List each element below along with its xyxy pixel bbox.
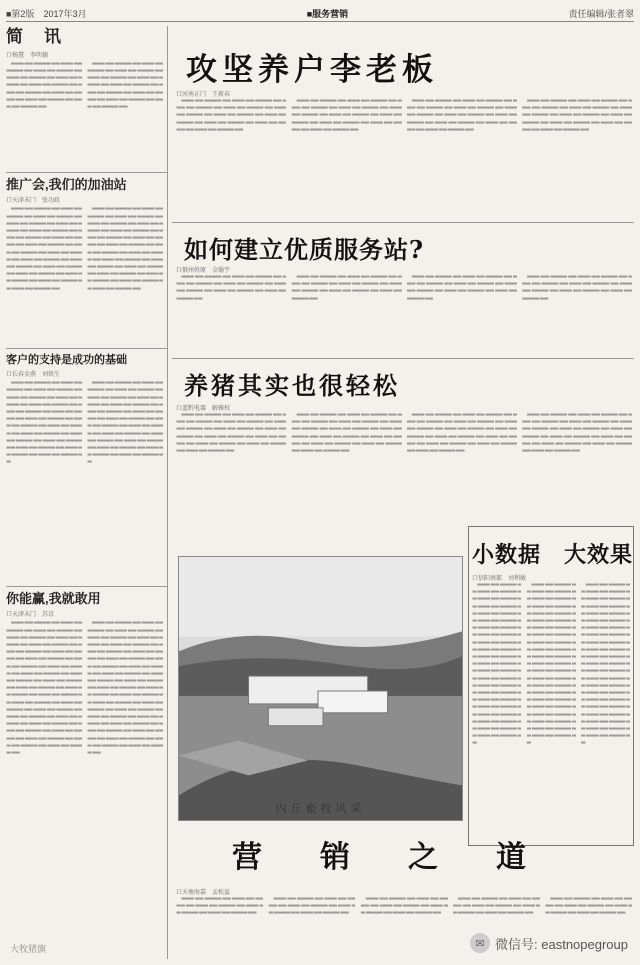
masthead-right: 责任编辑/张者翠 (568, 9, 634, 19)
divider (6, 172, 167, 173)
wechat-icon: ✉ (470, 933, 490, 953)
push-text: ▬▬▬ ▬▬ ▬▬▬▬ ▬▬ ▬▬▬ ▬▬ ▬▬▬▬ ▬▬ ▬▬▬ ▬▬ ▬▬▬▬ ▬▬ ▬▬▬ ▬▬ ▬▬▬▬ ▬▬ ▬▬▬ ▬▬ ▬▬▬▬ ▬▬ ▬▬▬ ▬▬ ▬▬▬▬ ▬▬ ▬▬▬ ▬▬ ▬▬▬▬ ▬▬ ▬▬▬ ▬▬ ▬▬▬▬ ▬▬ ▬▬▬ ▬▬ ▬▬▬▬ ▬▬ ▬▬▬ ▬▬ ▬▬▬▬ ▬▬ ▬▬▬ ▬▬ ▬▬▬▬ ▬▬ ▬▬▬ ▬▬ ▬▬▬▬ ▬▬ ▬▬▬ ▬▬ ▬▬▬▬ ▬▬ ▬▬▬ ▬▬ ▬▬▬▬ ▬▬ ▬▬▬ ▬▬ ▬▬▬▬ ▬▬ ▬▬▬ ▬▬ ▬▬▬▬ ▬▬ ▬▬▬ ▬▬ ▬▬▬▬ ▬▬ ▬▬▬ ▬▬ ▬▬▬▬ ▬▬ ▬▬▬ ▬▬ ▬▬▬▬ ▬▬ ▬▬▬ ▬▬ ▬▬▬▬ ▬▬ ▬▬▬ ▬▬ ▬▬▬▬ ▬▬ ▬▬▬ ▬▬ ▬▬▬▬ ▬▬ ▬▬▬ ▬▬ ▬▬▬▬ ▬▬ ▬▬▬ ▬▬ ▬▬▬▬ ▬▬ ▬▬▬ ▬▬ ▬▬▬▬ ▬▬ ▬▬▬ ▬▬ ▬▬▬▬ ▬▬ ▬▬▬ ▬▬ ▬▬▬▬ ▬▬ ▬▬▬ ▬▬ ▬▬▬▬ ▬▬ ▬▬▬ ▬▬ ▬▬▬▬ ▬▬ ▬▬▬ ▬▬ ▬▬▬▬ ▬▬ ▬▬▬ ▬▬ ▬▬▬▬ ▬▬ ▬▬▬ ▬▬ ▬▬▬▬ ▬▬ ▬▬▬ ▬▬ ▬▬▬▬ ▬▬ ▬▬▬ ▬▬ ▬▬▬▬ ▬▬ ▬▬▬ ▬▬ ▬▬▬▬ ▬▬ ▬▬▬ ▬▬ ▬▬▬▬ ▬▬ (6, 206, 163, 292)
watermark-right-text: 微信号: eastnopegroup (495, 936, 628, 952)
brief-text: ▬▬▬ ▬▬ ▬▬▬▬ ▬▬ ▬▬▬ ▬▬ ▬▬▬▬ ▬▬ ▬▬▬ ▬▬ ▬▬▬▬ ▬▬ ▬▬▬ ▬▬ ▬▬▬▬ ▬▬ ▬▬▬ ▬▬ ▬▬▬▬ ▬▬ ▬▬▬ ▬▬ ▬▬▬▬ ▬▬ ▬▬▬ ▬▬ ▬▬▬▬ ▬▬ ▬▬▬ ▬▬ ▬▬▬▬ ▬▬ ▬▬▬ ▬▬ ▬▬▬▬ ▬▬ ▬▬▬ ▬▬ ▬▬▬▬ ▬▬ ▬▬▬ ▬▬ ▬▬▬▬ ▬▬ ▬▬▬ ▬▬ ▬▬▬▬ ▬▬ ▬▬▬ ▬▬ ▬▬▬▬ ▬▬ ▬▬▬ ▬▬ ▬▬▬▬ ▬▬ ▬▬▬ ▬▬ ▬▬▬▬ ▬▬ ▬▬▬ ▬▬ ▬▬▬▬ ▬▬ ▬▬▬ ▬▬ ▬▬▬▬ ▬▬ ▬▬▬ ▬▬ ▬▬▬▬ ▬▬ ▬▬▬ ▬▬ ▬▬▬▬ ▬▬ ▬▬▬ ▬▬ ▬▬▬▬ ▬▬ (6, 60, 163, 110)
service-title: 如何建立优质服务站? (184, 235, 425, 264)
easy-text: ▬▬▬ ▬▬ ▬▬▬▬ ▬▬ ▬▬▬ ▬▬ ▬▬▬▬ ▬▬ ▬▬▬ ▬▬ ▬▬▬▬ ▬▬ ▬▬▬ ▬▬ ▬▬▬▬ ▬▬ ▬▬▬ ▬▬ ▬▬▬▬ ▬▬ ▬▬▬ ▬▬ ▬▬▬▬ ▬▬ ▬▬▬ ▬▬ ▬▬▬▬ ▬▬ ▬▬▬ ▬▬ ▬▬▬▬ ▬▬ ▬▬▬ ▬▬ ▬▬▬▬ ▬▬ ▬▬▬ ▬▬ ▬▬▬▬ ▬▬ ▬▬▬ ▬▬ ▬▬▬▬ ▬▬ ▬▬▬ ▬▬ ▬▬▬▬ ▬▬ ▬▬▬ ▬▬ ▬▬▬▬ ▬▬ ▬▬▬ ▬▬ ▬▬▬▬ ▬▬ ▬▬▬ ▬▬ ▬▬▬▬ ▬▬ ▬▬▬ ▬▬ ▬▬▬▬ ▬▬ ▬▬▬ ▬▬ ▬▬▬▬ ▬▬ ▬▬▬ ▬▬ ▬▬▬▬ ▬▬ ▬▬▬ ▬▬ ▬▬▬▬ ▬▬ ▬▬▬ ▬▬ ▬▬▬▬ ▬▬ ▬▬▬ ▬▬ ▬▬▬▬ ▬▬ ▬▬▬ ▬▬ ▬▬▬▬ ▬▬ ▬▬▬ ▬▬ ▬▬▬▬ ▬▬ ▬▬▬ ▬▬ ▬▬▬▬ ▬▬ ▬▬▬ ▬▬ ▬▬▬▬ ▬▬ ▬▬▬ ▬▬ ▬▬▬▬ ▬▬ ▬▬▬ ▬▬ ▬▬▬▬ ▬▬ ▬▬▬ ▬▬ ▬▬▬▬ ▬▬ ▬▬▬ ▬▬ ▬▬▬▬ ▬▬ ▬▬▬ ▬▬ ▬▬▬▬ ▬▬ ▬▬▬ ▬▬ ▬▬▬▬ ▬▬ ▬▬▬ ▬▬ ▬▬▬▬ ▬▬ ▬▬▬ ▬▬ ▬▬▬▬ ▬▬ ▬▬▬ ▬▬ ▬▬▬▬ ▬▬ ▬▬▬ ▬▬ ▬▬▬▬ ▬▬ ▬▬▬ ▬▬ ▬▬▬▬ ▬▬ ▬▬▬ ▬▬ ▬▬▬▬ ▬▬ ▬▬▬ ▬▬ ▬▬▬▬ ▬▬ ▬▬▬ ▬▬ ▬▬▬▬ ▬▬ ▬▬▬ ▬▬ ▬▬▬▬ ▬▬ ▬▬▬ ▬▬ ▬▬▬▬ ▬▬ ▬▬▬ ▬▬ ▬▬▬▬ ▬▬ ▬▬▬ ▬▬ ▬▬▬▬ ▬▬ ▬▬▬ ▬▬ ▬▬▬▬ ▬▬ ▬▬▬ ▬▬ ▬▬▬▬ ▬▬ ▬▬▬ ▬▬ ▬▬▬▬ ▬▬ ▬▬▬ ▬▬ ▬▬▬▬ ▬▬ ▬▬▬ ▬▬ ▬▬▬▬ ▬▬ (176, 412, 632, 455)
main-area (172, 26, 634, 959)
customer-author: 口长春金燕 刘铁生 (6, 372, 61, 379)
marketing-title: 营 销 之 道 (232, 840, 540, 875)
customer-section (6, 354, 163, 579)
customer-text: ▬▬▬ ▬▬ ▬▬▬▬ ▬▬ ▬▬▬ ▬▬ ▬▬▬▬ ▬▬ ▬▬▬ ▬▬ ▬▬▬▬ ▬▬ ▬▬▬ ▬▬ ▬▬▬▬ ▬▬ ▬▬▬ ▬▬ ▬▬▬▬ ▬▬ ▬▬▬ ▬▬ ▬▬▬▬ ▬▬ ▬▬▬ ▬▬ ▬▬▬▬ ▬▬ ▬▬▬ ▬▬ ▬▬▬▬ ▬▬ ▬▬▬ ▬▬ ▬▬▬▬ ▬▬ ▬▬▬ ▬▬ ▬▬▬▬ ▬▬ ▬▬▬ ▬▬ ▬▬▬▬ ▬▬ ▬▬▬ ▬▬ ▬▬▬▬ ▬▬ ▬▬▬ ▬▬ ▬▬▬▬ ▬▬ ▬▬▬ ▬▬ ▬▬▬▬ ▬▬ ▬▬▬ ▬▬ ▬▬▬▬ ▬▬ ▬▬▬ ▬▬ ▬▬▬▬ ▬▬ ▬▬▬ ▬▬ ▬▬▬▬ ▬▬ ▬▬▬ ▬▬ ▬▬▬▬ ▬▬ ▬▬▬ ▬▬ ▬▬▬▬ ▬▬ ▬▬▬ ▬▬ ▬▬▬▬ ▬▬ ▬▬▬ ▬▬ ▬▬▬▬ ▬▬ ▬▬▬ ▬▬ ▬▬▬▬ ▬▬ ▬▬▬ ▬▬ ▬▬▬▬ ▬▬ ▬▬▬ ▬▬ ▬▬▬▬ ▬▬ ▬▬▬ ▬▬ ▬▬▬▬ ▬▬ ▬▬▬ ▬▬ ▬▬▬▬ ▬▬ ▬▬▬ ▬▬ ▬▬▬▬ ▬▬ ▬▬▬ ▬▬ ▬▬▬▬ ▬▬ ▬▬▬ ▬▬ ▬▬▬▬ ▬▬ ▬▬▬ ▬▬ ▬▬▬▬ ▬▬ ▬▬▬ ▬▬ ▬▬▬▬ ▬▬ ▬▬▬ ▬▬ ▬▬▬▬ ▬▬ ▬▬▬ ▬▬ ▬▬▬▬ ▬▬ ▬▬▬ ▬▬ ▬▬▬▬ ▬▬ (6, 380, 163, 466)
photo-credit: (内丘畜牧 赞邱群) (406, 809, 454, 815)
easy-title: 养猪其实也很轻松 (184, 371, 400, 400)
service-text: ▬▬▬ ▬▬ ▬▬▬▬ ▬▬ ▬▬▬ ▬▬ ▬▬▬▬ ▬▬ ▬▬▬ ▬▬ ▬▬▬▬ ▬▬ ▬▬▬ ▬▬ ▬▬▬▬ ▬▬ ▬▬▬ ▬▬ ▬▬▬▬ ▬▬ ▬▬▬ ▬▬ ▬▬▬▬ ▬▬ ▬▬▬ ▬▬ ▬▬▬▬ ▬▬ ▬▬▬ ▬▬ ▬▬▬▬ ▬▬ ▬▬▬ ▬▬ ▬▬▬▬ ▬▬ ▬▬▬ ▬▬ ▬▬▬▬ ▬▬ ▬▬▬ ▬▬ ▬▬▬▬ ▬▬ ▬▬▬ ▬▬ ▬▬▬▬ ▬▬ ▬▬▬ ▬▬ ▬▬▬▬ ▬▬ ▬▬▬ ▬▬ ▬▬▬▬ ▬▬ ▬▬▬ ▬▬ ▬▬▬▬ ▬▬ ▬▬▬ ▬▬ ▬▬▬▬ ▬▬ ▬▬▬ ▬▬ ▬▬▬▬ ▬▬ ▬▬▬ ▬▬ ▬▬▬▬ ▬▬ ▬▬▬ ▬▬ ▬▬▬▬ ▬▬ ▬▬▬ ▬▬ ▬▬▬▬ ▬▬ ▬▬▬ ▬▬ ▬▬▬▬ ▬▬ ▬▬▬ ▬▬ ▬▬▬▬ ▬▬ ▬▬▬ ▬▬ ▬▬▬▬ ▬▬ ▬▬▬ ▬▬ ▬▬▬▬ ▬▬ ▬▬▬ ▬▬ ▬▬▬▬ ▬▬ ▬▬▬ ▬▬ ▬▬▬▬ ▬▬ ▬▬▬ ▬▬ ▬▬▬▬ ▬▬ ▬▬▬ ▬▬ ▬▬▬▬ ▬▬ (176, 274, 632, 302)
lead-author: 口河南正门 王新春 (176, 92, 231, 98)
winwin-author: 口天津未门 苏京 (6, 612, 55, 619)
masthead-center: ■服务营销 (306, 9, 349, 19)
push-author: 口天津未门 张功政 (6, 198, 61, 205)
divider (6, 348, 167, 349)
divider (6, 586, 167, 587)
brief-title: 简 讯 (6, 27, 63, 46)
marketing-text: ▬▬▬ ▬▬ ▬▬▬▬ ▬▬ ▬▬▬ ▬▬ ▬▬▬▬ ▬▬ ▬▬▬ ▬▬ ▬▬▬▬ ▬▬ ▬▬▬ ▬▬ ▬▬▬▬ ▬▬ ▬▬▬ ▬▬ ▬▬▬▬ ▬▬ ▬▬▬ ▬▬ ▬▬▬▬ ▬▬ ▬▬▬ ▬▬ ▬▬▬▬ ▬▬ ▬▬▬ ▬▬ ▬▬▬▬ ▬▬ ▬▬▬ ▬▬ ▬▬▬▬ ▬▬ ▬▬▬ ▬▬ ▬▬▬▬ ▬▬ ▬▬▬ ▬▬ ▬▬▬▬ ▬▬ ▬▬▬ ▬▬ ▬▬▬▬ ▬▬ ▬▬▬ ▬▬ ▬▬▬▬ ▬▬ ▬▬▬ ▬▬ ▬▬▬▬ ▬▬ ▬▬▬ ▬▬ ▬▬▬▬ ▬▬ ▬▬▬ ▬▬ ▬▬▬▬ ▬▬ ▬▬▬ ▬▬ ▬▬▬▬ ▬▬ ▬▬▬ ▬▬ ▬▬▬▬ ▬▬ ▬▬▬ ▬▬ ▬▬▬▬ ▬▬ ▬▬▬ ▬▬ ▬▬▬▬ ▬▬ ▬▬▬ ▬▬ ▬▬▬▬ ▬▬ ▬▬▬ ▬▬ ▬▬▬▬ ▬▬ ▬▬▬ ▬▬ ▬▬▬▬ ▬▬ ▬▬▬ ▬▬ ▬▬▬▬ ▬▬ ▬▬▬ ▬▬ ▬▬▬▬ ▬▬ (176, 896, 632, 917)
lead-title: 攻坚养户李老板 (186, 52, 438, 88)
customer-title: 客户的支持是成功的基础 (6, 354, 127, 366)
masthead-left: ■第2版 2017年3月 (6, 9, 87, 19)
brief-section (6, 28, 163, 168)
data-title: 小数据 大效果 (472, 542, 634, 568)
data-text: ▬▬▬ ▬▬ ▬▬▬▬ ▬▬ ▬▬▬ ▬▬ ▬▬▬▬ ▬▬ ▬▬▬ ▬▬ ▬▬▬▬ ▬▬ ▬▬▬ ▬▬ ▬▬▬▬ ▬▬ ▬▬▬ ▬▬ ▬▬▬▬ ▬▬ ▬▬▬ ▬▬ ▬▬▬▬ ▬▬ ▬▬▬ ▬▬ ▬▬▬▬ ▬▬ ▬▬▬ ▬▬ ▬▬▬▬ ▬▬ ▬▬▬ ▬▬ ▬▬▬▬ ▬▬ ▬▬▬ ▬▬ ▬▬▬▬ ▬▬ ▬▬▬ ▬▬ ▬▬▬▬ ▬▬ ▬▬▬ ▬▬ ▬▬▬▬ ▬▬ ▬▬▬ ▬▬ ▬▬▬▬ ▬▬ ▬▬▬ ▬▬ ▬▬▬▬ ▬▬ ▬▬▬ ▬▬ ▬▬▬▬ ▬▬ ▬▬▬ ▬▬ ▬▬▬▬ ▬▬ ▬▬▬ ▬▬ ▬▬▬▬ ▬▬ ▬▬▬ ▬▬ ▬▬▬▬ ▬▬ ▬▬▬ ▬▬ ▬▬▬▬ ▬▬ ▬▬▬ ▬▬ ▬▬▬▬ ▬▬ ▬▬▬ ▬▬ ▬▬▬▬ ▬▬ ▬▬▬ ▬▬ ▬▬▬▬ ▬▬ ▬▬▬ ▬▬ ▬▬▬▬ ▬▬ ▬▬▬ ▬▬ ▬▬▬▬ ▬▬ ▬▬▬ ▬▬ ▬▬▬▬ ▬▬ ▬▬▬ ▬▬ ▬▬▬▬ ▬▬ ▬▬▬ ▬▬ ▬▬▬▬ ▬▬ ▬▬▬ ▬▬ ▬▬▬▬ ▬▬ ▬▬▬ ▬▬ ▬▬▬▬ ▬▬ ▬▬▬ ▬▬ ▬▬▬▬ ▬▬ ▬▬▬ ▬▬ ▬▬▬▬ ▬▬ ▬▬▬ ▬▬ ▬▬▬▬ ▬▬ ▬▬▬ ▬▬ ▬▬▬▬ ▬▬ ▬▬▬ ▬▬ ▬▬▬▬ ▬▬ ▬▬▬ ▬▬ ▬▬▬▬ ▬▬ ▬▬▬ ▬▬ ▬▬▬▬ ▬▬ ▬▬▬ ▬▬ ▬▬▬▬ ▬▬ ▬▬▬ ▬▬ ▬▬▬▬ ▬▬ ▬▬▬ ▬▬ ▬▬▬▬ ▬▬ ▬▬▬ ▬▬ ▬▬▬▬ ▬▬ ▬▬▬ ▬▬ ▬▬▬▬ ▬▬ ▬▬▬ ▬▬ ▬▬▬▬ ▬▬ ▬▬▬ ▬▬ ▬▬▬▬ ▬▬ ▬▬▬ ▬▬ ▬▬▬▬ ▬▬ ▬▬▬ ▬▬ ▬▬▬▬ ▬▬ ▬▬▬ ▬▬ ▬▬▬▬ ▬▬ ▬▬▬ ▬▬ ▬▬▬▬ ▬▬ ▬▬▬ ▬▬ ▬▬▬▬ ▬▬ ▬▬▬ ▬▬ ▬▬▬▬ ▬▬ ▬▬▬ ▬▬ ▬▬▬▬ ▬▬ ▬▬▬ ▬▬ ▬▬▬▬ ▬▬ ▬▬▬ ▬▬ ▬▬▬▬ ▬▬ ▬▬▬ ▬▬ ▬▬▬▬ ▬▬ ▬▬▬ ▬▬ ▬▬▬▬ ▬▬ ▬▬▬ ▬▬ ▬▬▬▬ ▬▬ ▬▬▬ ▬▬ ▬▬▬▬ ▬▬ ▬▬▬ ▬▬ ▬▬▬▬ ▬▬ ▬▬▬ ▬▬ ▬▬▬▬ ▬▬ ▬▬▬ ▬▬ ▬▬▬▬ ▬▬ ▬▬▬ ▬▬ ▬▬▬▬ ▬▬ ▬▬▬ ▬▬ ▬▬▬▬ ▬▬ ▬▬▬ ▬▬ ▬▬▬▬ ▬▬ ▬▬▬ ▬▬ ▬▬▬▬ ▬▬ ▬▬▬ ▬▬ ▬▬▬▬ ▬▬ ▬▬▬ ▬▬ ▬▬▬▬ ▬▬ ▬▬▬ ▬▬ ▬▬▬▬ ▬▬ (472, 582, 630, 747)
divider (172, 222, 634, 223)
winwin-section (6, 592, 163, 952)
lead-text: ▬▬▬ ▬▬ ▬▬▬▬ ▬▬ ▬▬▬ ▬▬ ▬▬▬▬ ▬▬ ▬▬▬ ▬▬ ▬▬▬▬ ▬▬ ▬▬▬ ▬▬ ▬▬▬▬ ▬▬ ▬▬▬ ▬▬ ▬▬▬▬ ▬▬ ▬▬▬ ▬▬ ▬▬▬▬ ▬▬ ▬▬▬ ▬▬ ▬▬▬▬ ▬▬ ▬▬▬ ▬▬ ▬▬▬▬ ▬▬ ▬▬▬ ▬▬ ▬▬▬▬ ▬▬ ▬▬▬ ▬▬ ▬▬▬▬ ▬▬ ▬▬▬ ▬▬ ▬▬▬▬ ▬▬ ▬▬▬ ▬▬ ▬▬▬▬ ▬▬ ▬▬▬ ▬▬ ▬▬▬▬ ▬▬ ▬▬▬ ▬▬ ▬▬▬▬ ▬▬ ▬▬▬ ▬▬ ▬▬▬▬ ▬▬ ▬▬▬ ▬▬ ▬▬▬▬ ▬▬ ▬▬▬ ▬▬ ▬▬▬▬ ▬▬ ▬▬▬ ▬▬ ▬▬▬▬ ▬▬ ▬▬▬ ▬▬ ▬▬▬▬ ▬▬ ▬▬▬ ▬▬ ▬▬▬▬ ▬▬ ▬▬▬ ▬▬ ▬▬▬▬ ▬▬ ▬▬▬ ▬▬ ▬▬▬▬ ▬▬ ▬▬▬ ▬▬ ▬▬▬▬ ▬▬ ▬▬▬ ▬▬ ▬▬▬▬ ▬▬ ▬▬▬ ▬▬ ▬▬▬▬ ▬▬ ▬▬▬ ▬▬ ▬▬▬▬ ▬▬ ▬▬▬ ▬▬ ▬▬▬▬ ▬▬ ▬▬▬ ▬▬ ▬▬▬▬ ▬▬ ▬▬▬ ▬▬ ▬▬▬▬ ▬▬ ▬▬▬ ▬▬ ▬▬▬▬ ▬▬ ▬▬▬ ▬▬ ▬▬▬▬ ▬▬ ▬▬▬ ▬▬ ▬▬▬▬ ▬▬ ▬▬▬ ▬▬ ▬▬▬▬ ▬▬ ▬▬▬ ▬▬ ▬▬▬▬ ▬▬ ▬▬▬ ▬▬ ▬▬▬▬ ▬▬ ▬▬▬ ▬▬ ▬▬▬▬ ▬▬ ▬▬▬ ▬▬ ▬▬▬▬ ▬▬ ▬▬▬ ▬▬ ▬▬▬▬ ▬▬ ▬▬▬ ▬▬ ▬▬▬▬ ▬▬ ▬▬▬ ▬▬ ▬▬▬▬ ▬▬ (176, 98, 632, 133)
farm-landscape-image (179, 557, 462, 820)
marketing-author: 口天塘海嘉 孟松益 (176, 890, 231, 896)
watermark-left-text: 大牧猪旗 (10, 944, 47, 954)
divider (172, 358, 634, 359)
push-title: 推广会,我们的加油站 (6, 177, 127, 192)
section-name (307, 7, 348, 20)
masthead (6, 6, 634, 22)
easy-author: 口蓝黔电器 解雅权 (176, 406, 231, 412)
farm-photo (178, 556, 463, 821)
service-author: 口俄州姓原 金翰宇 (176, 268, 231, 274)
left-column (6, 26, 168, 959)
data-author: 口信阳南都 刘利敏 (472, 576, 527, 582)
photo-caption: 内丘畜牧风采 (275, 802, 366, 815)
wechat-watermark (470, 933, 628, 953)
winwin-text: ▬▬▬ ▬▬ ▬▬▬▬ ▬▬ ▬▬▬ ▬▬ ▬▬▬▬ ▬▬ ▬▬▬ ▬▬ ▬▬▬▬ ▬▬ ▬▬▬ ▬▬ ▬▬▬▬ ▬▬ ▬▬▬ ▬▬ ▬▬▬▬ ▬▬ ▬▬▬ ▬▬ ▬▬▬▬ ▬▬ ▬▬▬ ▬▬ ▬▬▬▬ ▬▬ ▬▬▬ ▬▬ ▬▬▬▬ ▬▬ ▬▬▬ ▬▬ ▬▬▬▬ ▬▬ ▬▬▬ ▬▬ ▬▬▬▬ ▬▬ ▬▬▬ ▬▬ ▬▬▬▬ ▬▬ ▬▬▬ ▬▬ ▬▬▬▬ ▬▬ ▬▬▬ ▬▬ ▬▬▬▬ ▬▬ ▬▬▬ ▬▬ ▬▬▬▬ ▬▬ ▬▬▬ ▬▬ ▬▬▬▬ ▬▬ ▬▬▬ ▬▬ ▬▬▬▬ ▬▬ ▬▬▬ ▬▬ ▬▬▬▬ ▬▬ ▬▬▬ ▬▬ ▬▬▬▬ ▬▬ ▬▬▬ ▬▬ ▬▬▬▬ ▬▬ ▬▬▬ ▬▬ ▬▬▬▬ ▬▬ ▬▬▬ ▬▬ ▬▬▬▬ ▬▬ ▬▬▬ ▬▬ ▬▬▬▬ ▬▬ ▬▬▬ ▬▬ ▬▬▬▬ ▬▬ ▬▬▬ ▬▬ ▬▬▬▬ ▬▬ ▬▬▬ ▬▬ ▬▬▬▬ ▬▬ ▬▬▬ ▬▬ ▬▬▬▬ ▬▬ ▬▬▬ ▬▬ ▬▬▬▬ ▬▬ ▬▬▬ ▬▬ ▬▬▬▬ ▬▬ ▬▬▬ ▬▬ ▬▬▬▬ ▬▬ ▬▬▬ ▬▬ ▬▬▬▬ ▬▬ ▬▬▬ ▬▬ ▬▬▬▬ ▬▬ ▬▬▬ ▬▬ ▬▬▬▬ ▬▬ ▬▬▬ ▬▬ ▬▬▬▬ ▬▬ ▬▬▬ ▬▬ ▬▬▬▬ ▬▬ ▬▬▬ ▬▬ ▬▬▬▬ ▬▬ ▬▬▬ ▬▬ ▬▬▬▬ ▬▬ ▬▬▬ ▬▬ ▬▬▬▬ ▬▬ ▬▬▬ ▬▬ ▬▬▬▬ ▬▬ ▬▬▬ ▬▬ ▬▬▬▬ ▬▬ ▬▬▬ ▬▬ ▬▬▬▬ ▬▬ ▬▬▬ ▬▬ ▬▬▬▬ ▬▬ ▬▬▬ ▬▬ ▬▬▬▬ ▬▬ ▬▬▬ ▬▬ ▬▬▬▬ ▬▬ ▬▬▬ ▬▬ ▬▬▬▬ ▬▬ ▬▬▬ ▬▬ ▬▬▬▬ ▬▬ ▬▬▬ ▬▬ ▬▬▬▬ ▬▬ ▬▬▬ ▬▬ ▬▬▬▬ ▬▬ ▬▬▬ ▬▬ ▬▬▬▬ ▬▬ ▬▬▬ ▬▬ ▬▬▬▬ ▬▬ ▬▬▬ ▬▬ ▬▬▬▬ ▬▬ ▬▬▬ ▬▬ ▬▬▬▬ ▬▬ ▬▬▬ ▬▬ ▬▬▬▬ ▬▬ ▬▬▬ ▬▬ ▬▬▬▬ ▬▬ ▬▬▬ ▬▬ ▬▬▬▬ ▬▬ ▬▬▬ ▬▬ ▬▬▬▬ ▬▬ ▬▬▬ ▬▬ ▬▬▬▬ ▬▬ (6, 620, 163, 756)
brief-author: 口杨慧 李明德 (6, 52, 49, 59)
watermark-left (10, 942, 46, 955)
winwin-title: 你能赢,我就敢用 (6, 591, 101, 606)
